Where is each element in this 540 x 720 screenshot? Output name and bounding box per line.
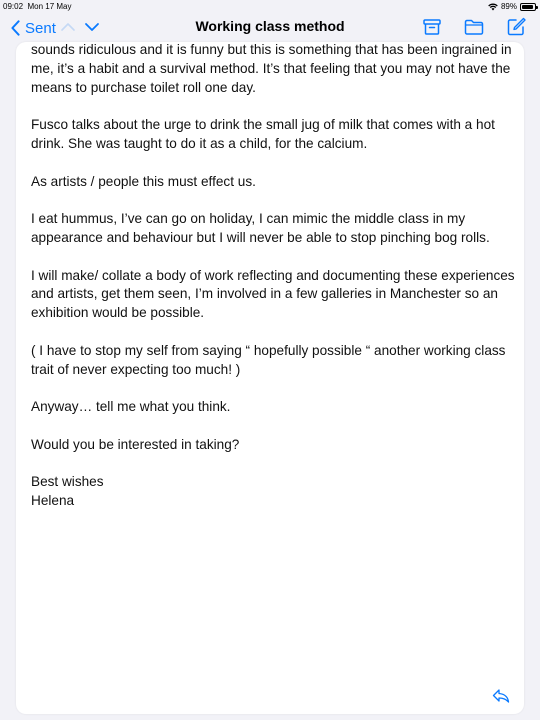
message-card bbox=[16, 42, 524, 714]
wifi-icon bbox=[488, 3, 498, 11]
status-date: Mon 17 May bbox=[27, 2, 72, 11]
body-paragraph: Would you be interested in taking? bbox=[31, 436, 240, 452]
archive-box-icon[interactable] bbox=[422, 17, 442, 37]
folder-icon[interactable] bbox=[464, 17, 484, 37]
body-paragraph: As artists / people this must effect us. bbox=[31, 173, 256, 189]
status-time-date bbox=[3, 0, 72, 14]
body-paragraph: Fusco talks about the urge to drink the small jug of milk that comes with a hot drink. She was taught to do it as a child, for the calcium. bbox=[31, 117, 495, 151]
back-label: Sent bbox=[25, 19, 56, 37]
status-right bbox=[488, 0, 536, 14]
compose-icon[interactable] bbox=[506, 17, 526, 37]
battery-fill bbox=[522, 5, 533, 9]
status-time: 09:02 bbox=[3, 2, 24, 11]
signature: Helena bbox=[31, 493, 75, 509]
nav-bar bbox=[0, 14, 540, 42]
battery-icon bbox=[520, 3, 536, 11]
body-paragraph: I eat hummus, I’ve can go on holiday, I can mimic the middle class in my appearance and behaviour but I will never be able to stop pinching bog rolls. bbox=[31, 211, 490, 245]
body-paragraph: Anyway… tell me what you think. bbox=[31, 399, 231, 415]
toolbar bbox=[422, 17, 526, 37]
message-body[interactable] bbox=[31, 42, 516, 511]
body-paragraph: I will make/ collate a body of work reflecting and documenting these experiences and artists, get them seen, I’m involved in a few galleries in Manchester so an exhibition would be possible. bbox=[31, 267, 515, 321]
signoff: Best wishes bbox=[31, 474, 104, 490]
status-bar bbox=[0, 0, 540, 14]
body-paragraph: sounds ridiculous and it is funny but this is something that has been ingrained in me, it’s a habit and a survival method. It’s that feeling that you may not have the means to purchase toilet roll one day. bbox=[31, 42, 512, 95]
reply-icon[interactable] bbox=[492, 688, 510, 704]
battery-percent: 89% bbox=[500, 2, 517, 11]
page-title: Working class method bbox=[195, 18, 345, 34]
body-paragraph: ( I have to stop my self from saying “ hopefully possible “ another working class trait of never expecting too much! ) bbox=[31, 342, 506, 377]
